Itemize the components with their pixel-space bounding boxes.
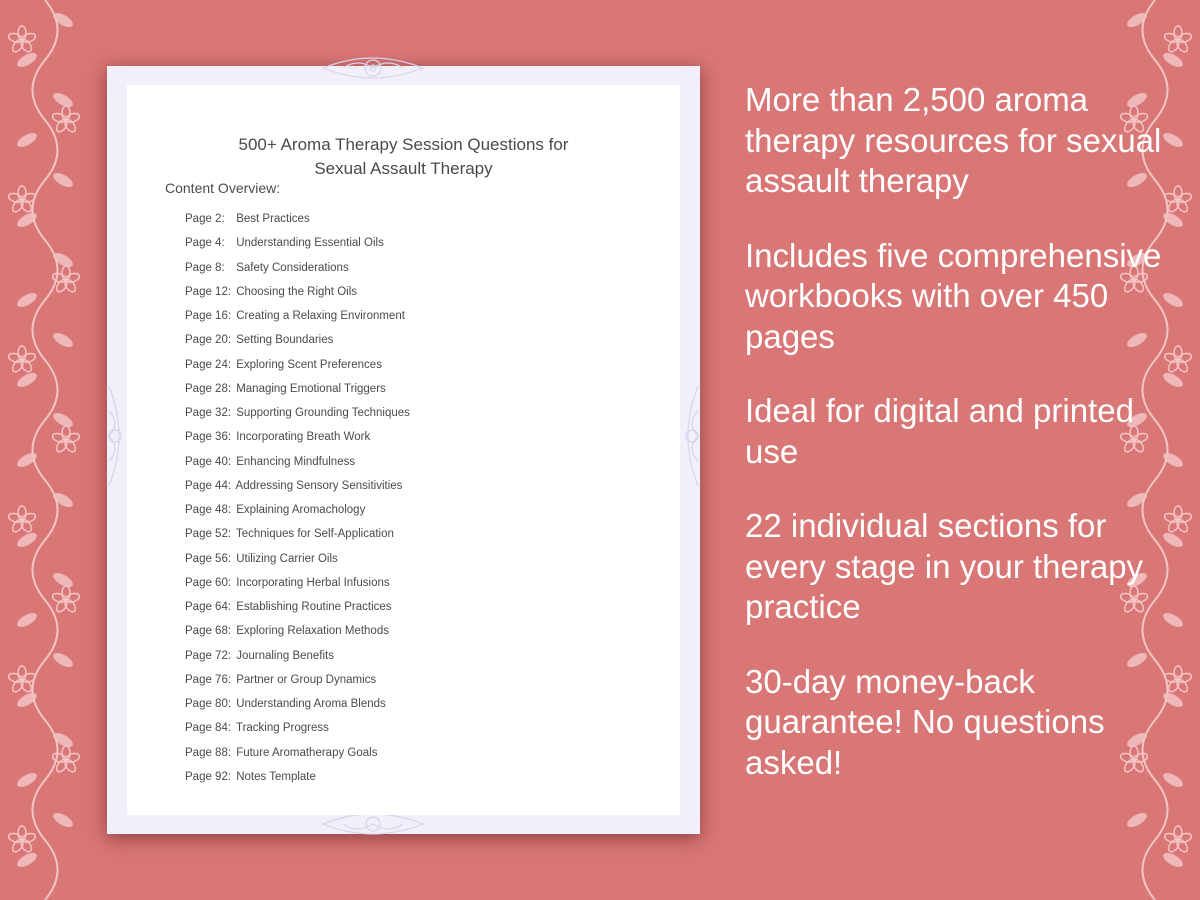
toc-topic: Establishing Routine Practices bbox=[233, 601, 392, 613]
toc-item bbox=[185, 211, 410, 235]
toc-topic: Exploring Relaxation Methods bbox=[233, 625, 389, 638]
toc-page-number: Page 64: bbox=[185, 601, 232, 613]
feature-item: Ideal for digital and printed use bbox=[745, 392, 1134, 470]
toc-item bbox=[185, 235, 410, 259]
toc-page-number: Page 60: bbox=[185, 576, 232, 589]
toc-topic: Addressing Sensory Sensitivities bbox=[233, 479, 403, 492]
toc-topic: Setting Boundaries bbox=[233, 334, 334, 347]
toc-page-number: Page 92: bbox=[185, 770, 232, 783]
toc-page-number: Page 28: bbox=[185, 382, 232, 395]
toc-item bbox=[185, 575, 410, 599]
toc-page-number: Page 84: bbox=[185, 722, 232, 735]
workbook-page-preview bbox=[107, 66, 700, 834]
toc-item bbox=[185, 526, 410, 550]
toc-topic: Explaining Aromachology bbox=[233, 504, 366, 516]
toc-item bbox=[185, 720, 410, 744]
toc-item bbox=[185, 381, 410, 405]
toc-item bbox=[185, 745, 410, 769]
toc-page-number: Page 16: bbox=[185, 310, 232, 322]
toc-page-number: Page 4: bbox=[185, 237, 225, 250]
document-title-line2: Sexual Assault Therapy bbox=[314, 159, 493, 178]
toc-topic: Supporting Grounding Techniques bbox=[233, 407, 410, 419]
document-title-line1: 500+ Aroma Therapy Session Questions for bbox=[238, 135, 569, 154]
toc-page-number: Page 40: bbox=[185, 455, 232, 468]
toc-topic: Partner or Group Dynamics bbox=[233, 673, 377, 686]
toc-topic: Utilizing Carrier Oils bbox=[233, 552, 338, 565]
toc-topic: Incorporating Breath Work bbox=[233, 431, 371, 444]
feature-list bbox=[745, 80, 1165, 817]
toc-page-number: Page 88: bbox=[185, 746, 232, 759]
toc-page-number: Page 68: bbox=[185, 625, 232, 638]
toc-item bbox=[185, 502, 410, 526]
content-overview-label: Content Overview: bbox=[165, 180, 281, 196]
toc-topic: Tracking Progress bbox=[233, 722, 329, 735]
toc-topic: Understanding Aroma Blends bbox=[233, 698, 386, 710]
toc-topic: Safety Considerations bbox=[233, 261, 349, 274]
toc-page-number: Page 76: bbox=[185, 673, 232, 686]
toc-item bbox=[185, 478, 410, 502]
toc-item bbox=[185, 284, 410, 308]
toc-item bbox=[185, 769, 410, 793]
toc-item bbox=[185, 454, 410, 478]
toc-item bbox=[185, 551, 410, 575]
table-of-contents bbox=[185, 211, 410, 793]
toc-item bbox=[185, 429, 410, 453]
toc-page-number: Page 80: bbox=[185, 698, 232, 710]
toc-item bbox=[185, 308, 410, 332]
toc-topic: Future Aromatherapy Goals bbox=[233, 746, 378, 759]
toc-item bbox=[185, 648, 410, 672]
toc-topic: Creating a Relaxing Environment bbox=[233, 310, 405, 322]
document-title bbox=[127, 133, 680, 181]
feature-item: More than 2,500 aroma therapy resources for sexual assault therapy bbox=[745, 81, 1162, 199]
toc-item bbox=[185, 672, 410, 696]
toc-item bbox=[185, 260, 410, 284]
feature-item: 22 individual sections for every stage in your therapy practice bbox=[745, 507, 1144, 625]
toc-topic: Understanding Essential Oils bbox=[233, 237, 384, 250]
toc-page-number: Page 52: bbox=[185, 528, 232, 541]
toc-topic: Journaling Benefits bbox=[233, 649, 335, 662]
toc-item bbox=[185, 599, 410, 623]
toc-topic: Managing Emotional Triggers bbox=[233, 382, 386, 395]
toc-item bbox=[185, 696, 410, 720]
toc-page-number: Page 20: bbox=[185, 334, 232, 347]
toc-page-number: Page 2: bbox=[185, 213, 225, 225]
toc-item bbox=[185, 332, 410, 356]
toc-item bbox=[185, 357, 410, 381]
toc-page-number: Page 12: bbox=[185, 285, 232, 298]
toc-page-number: Page 48: bbox=[185, 504, 232, 516]
toc-page-number: Page 44: bbox=[185, 479, 232, 492]
feature-item: 30-day money-back guarantee! No questions asked! bbox=[745, 662, 1105, 781]
floral-vine-left bbox=[0, 0, 90, 900]
mandala-bottom-icon bbox=[313, 814, 433, 836]
toc-item bbox=[185, 405, 410, 429]
toc-page-number: Page 24: bbox=[185, 358, 232, 371]
toc-page-number: Page 56: bbox=[185, 552, 232, 565]
toc-topic: Choosing the Right Oils bbox=[233, 285, 358, 298]
toc-topic: Best Practices bbox=[233, 213, 310, 225]
toc-page-number: Page 8: bbox=[185, 261, 225, 274]
toc-topic: Incorporating Herbal Infusions bbox=[233, 576, 390, 589]
toc-page-number: Page 36: bbox=[185, 431, 232, 444]
toc-topic: Notes Template bbox=[233, 770, 316, 783]
toc-topic: Enhancing Mindfulness bbox=[233, 455, 356, 468]
page-content bbox=[127, 85, 680, 815]
mandala-right-icon bbox=[680, 376, 700, 496]
mandala-top-icon bbox=[313, 56, 433, 80]
toc-topic: Techniques for Self-Application bbox=[233, 528, 394, 541]
feature-item: Includes five comprehensive workbooks with over 450 pages bbox=[745, 236, 1162, 355]
toc-item bbox=[185, 623, 410, 647]
toc-page-number: Page 32: bbox=[185, 407, 232, 419]
toc-topic: Exploring Scent Preferences bbox=[233, 358, 382, 371]
mandala-left-icon bbox=[107, 376, 127, 496]
toc-page-number: Page 72: bbox=[185, 649, 232, 662]
